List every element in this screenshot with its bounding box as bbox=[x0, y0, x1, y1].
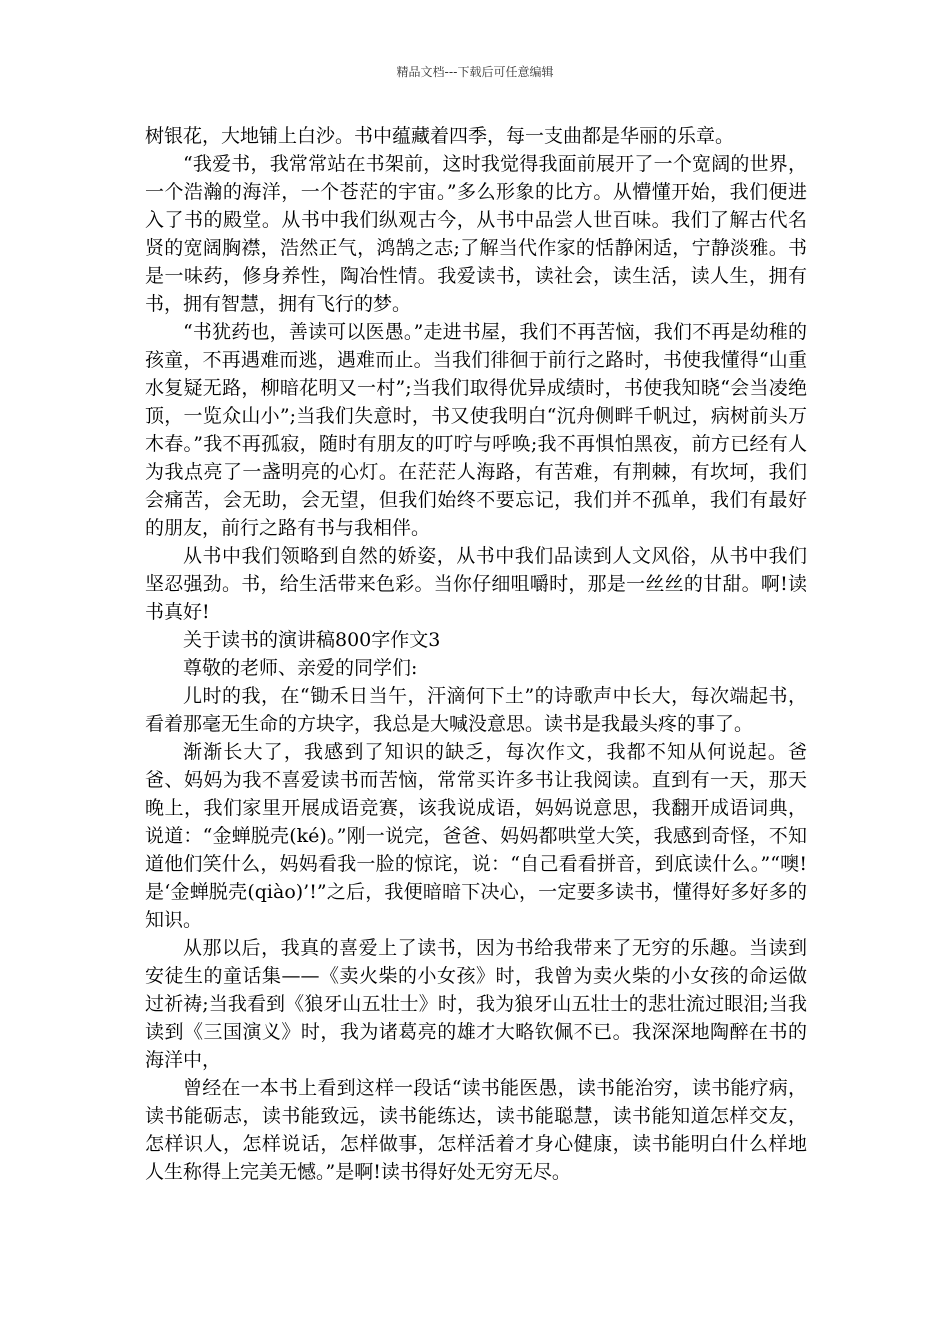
section-title: 关于读书的演讲稿800字作文3 bbox=[183, 629, 441, 651]
paragraph: 从书中我们领略到自然的娇姿，从书中我们品读到人文风俗，从书中我们坚忍强劲。书，给生活带来色彩。当你仔细咀嚼时，那是一丝丝的甘甜。啊!读书真好! bbox=[145, 545, 807, 623]
paragraph-continued: 树银花，大地铺上白沙。书中蕴藏着四季，每一支曲都是华丽的乐章。 bbox=[145, 125, 735, 147]
paragraph: 渐渐长大了，我感到了知识的缺乏，每次作文，我都不知从何说起。爸爸、妈妈为我不喜爱读书而苦恼，常常买许多书让我阅读。直到有一天，那天晚上，我们家里开展成语竞赛，该我说成语，妈妈说意思，我翻开成语词典，说道：“金蝉脱壳(ké)。”刚一说完，爸爸、妈妈都哄堂大笑，我感到奇怪，不知道他们笑什么，妈妈看我一脸的惊诧，说：“自己看看拼音，到底读什么。”“噢!是‘金蝉脱壳(qiào)’!”之后，我便暗暗下决心，一定要多读书，懂得好多好多的知识。 bbox=[145, 741, 807, 931]
paragraph: “我爱书，我常常站在书架前，这时我觉得我面前展开了一个宽阔的世界，一个浩瀚的海洋，一个苍茫的宇宙。”多么形象的比方。从懵懂开始，我们便进入了书的殿堂。从书中我们纵观古今，从书中品尝人世百味。我们了解古代名贤的宽阔胸襟，浩然正气，鸿鹄之志;了解当代作家的恬静闲适，宁静淡雅。书是一味药，修身养性，陶冶性情。我爱读书，读社会，读生活，读人生，拥有书，拥有智慧，拥有飞行的梦。 bbox=[145, 153, 807, 315]
salutation: 尊敬的老师、亲爱的同学们: bbox=[183, 657, 418, 679]
paragraph: 曾经在一本书上看到这样一段话“读书能医愚，读书能治穷，读书能疗病，读书能砺志，读书能致远，读书能练达，读书能聪慧，读书能知道怎样交友，怎样识人，怎样说话，怎样做事，怎样活着才身心健康，读书能明白什么样地人生称得上完美无憾。”是啊!读书得好处无穷无尽。 bbox=[145, 1077, 807, 1183]
paragraph: 儿时的我，在“锄禾日当午，汗滴何下土”的诗歌声中长大，每次端起书，看着那毫无生命的方块字，我总是大喊没意思。读书是我最头疼的事了。 bbox=[145, 685, 807, 735]
paragraph: 从那以后，我真的喜爱上了读书，因为书给我带来了无穷的乐趣。当读到安徒生的童话集——《卖火柴的小女孩》时，我曾为卖火柴的小女孩的命运做过祈祷;当我看到《狼牙山五壮士》时，我为狼牙山五壮士的悲壮流过眼泪;当我读到《三国演义》时，我为诸葛亮的雄才大略钦佩不已。我深深地陶醉在书的海洋中， bbox=[145, 937, 807, 1071]
document-body bbox=[145, 122, 807, 1186]
page-header: 精品文档---下载后可任意编辑 bbox=[396, 65, 554, 79]
paragraph: “书犹药也，善读可以医愚。”走进书屋，我们不再苦恼，我们不再是幼稚的孩童，不再遇难而逃，遇难而止。当我们徘徊于前行之路时，书使我懂得“山重水复疑无路，柳暗花明又一村”;当我们取得优异成绩时，书使我知晓“会当凌绝顶，一览众山小”;当我们失意时，书又使我明白“沉舟侧畔千帆过，病树前头万木春。”我不再孤寂，随时有朋友的叮咛与呼唤;我不再惧怕黑夜，前方已经有人为我点亮了一盏明亮的心灯。在茫茫人海路，有苦难，有荆棘，有坎坷，我们会痛苦，会无助，会无望，但我们始终不要忘记，我们并不孤单，我们有最好的朋友，前行之路有书与我相伴。 bbox=[145, 321, 807, 539]
